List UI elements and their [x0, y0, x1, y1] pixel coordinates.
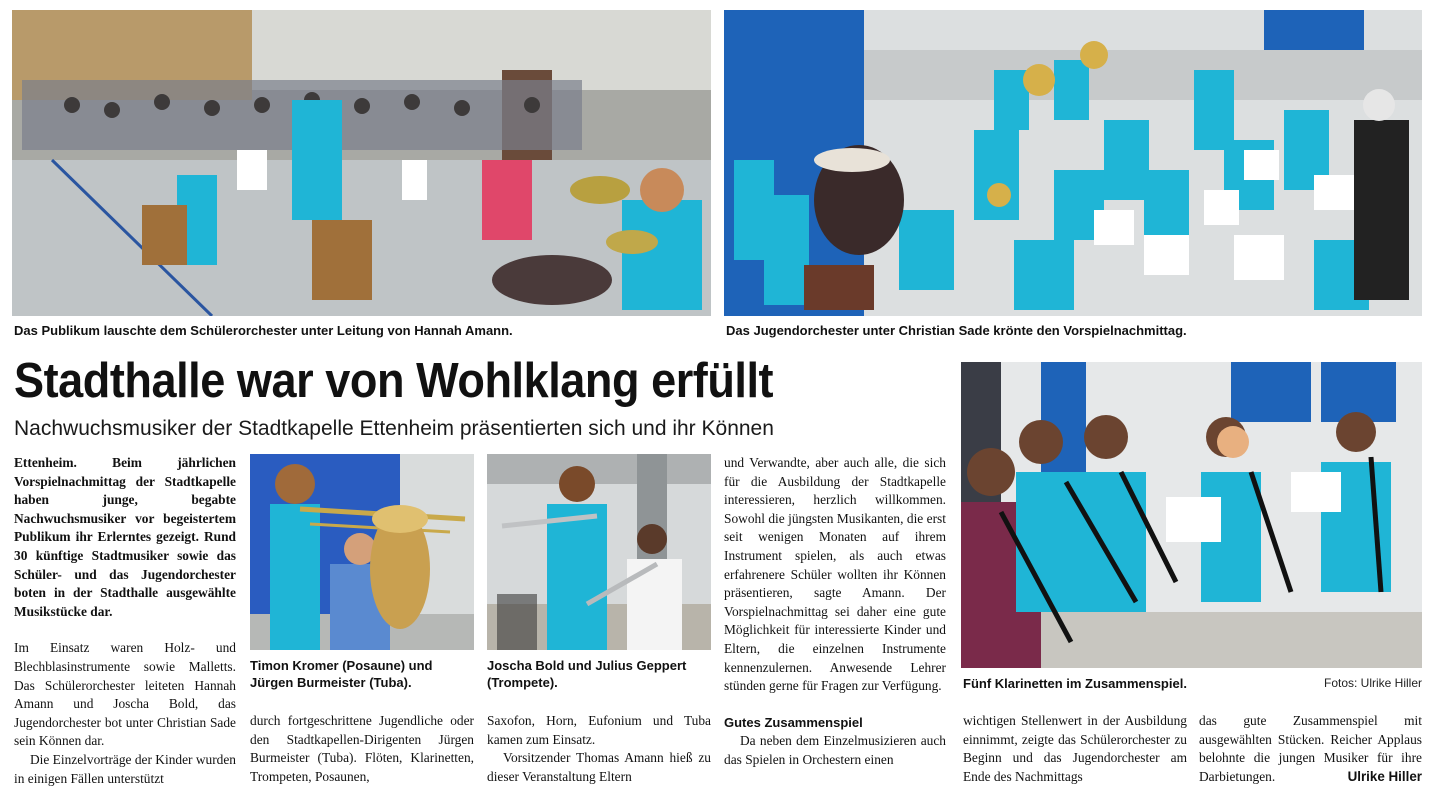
article-paragraph: und Verwandte, aber auch alle, die sich für die Ausbildung der Stadtkapelle interessieren, herzlich willkommen. Sowohl die jüngsten Musikanten, die erst seit wenigen Monaten auf ihrem Instrument spielen, als auch etwas erfahrenere Schüler wollten ihr Können präsentieren, sagte Amann. Der Vorspielnachmittag sei daher eine gute Möglichkeit für interessierte Kinder und Eltern, die einzelnen Instrumente kennenzulernen. Anwesende Lehrer stünden gerne für Fragen zur Verfügung. [724, 455, 946, 694]
article-paragraph: Vorsitzender Thomas Amann hieß zu dieser Veranstaltung Eltern [487, 750, 711, 784]
caption-trombone-tuba: Timon Kromer (Posaune) und Jürgen Burmeister (Tuba). [250, 658, 433, 690]
article-subtitle: Gutes Zusammenspiel [724, 714, 863, 730]
article-subheadline: Nachwuchsmusiker der Stadtkapelle Ettenheim präsentierten sich und ihr Können [14, 417, 774, 440]
photo-clarinets [961, 362, 1422, 668]
caption-clarinets: Fünf Klarinetten im Zusammenspiel. [963, 676, 1187, 691]
article-paragraph: wichtigen Stellenwert in der Ausbildung einnimmt, zeigte das Schülerorchester zu Beginn und das Jugendorchester am Ende des Nachmittags [963, 713, 1187, 784]
article-paragraph: Im Einsatz waren Holz- und Blechblasinstrumente sowie Malletts. Das Schülerorchester leiteten Hannah Amann und Joscha Bold, das Jugendorchester bot unter Christian Sade sein Können dar. [14, 640, 236, 749]
caption-youth-orchestra: Das Jugendorchester unter Christian Sade krönte den Vorspielnachmittag. [726, 323, 1187, 338]
article-column-6 [1199, 712, 1422, 786]
article-column-5 [963, 712, 1187, 786]
photo-trumpets [487, 454, 711, 650]
article-column-2 [250, 712, 474, 786]
article-paragraph: durch fortgeschrittene Jugendliche oder den Stadtkapellen-Dirigenten Jürgen Burmeister (Tuba). Flöten, Klarinetten, Trompeten, Posaunen, [250, 713, 474, 784]
article-column-4 [724, 454, 946, 770]
photo-youth-orchestra [724, 10, 1422, 316]
photo-credit: Fotos: Ulrike Hiller [1323, 676, 1422, 690]
article-headline: Stadthalle war von Wohlklang erfüllt [14, 354, 774, 408]
caption-school-orchestra: Das Publikum lauschte dem Schülerorchester unter Leitung von Hannah Amann. [14, 323, 513, 338]
caption-trumpets: Joscha Bold und Julius Geppert (Trompete). [487, 658, 687, 690]
article-lead: Ettenheim. Beim jährlichen Vorspielnachmittag der Stadtkapelle haben junge, begabte Nachwuchsmusiker vor begeistertem Publikum ihr Erlerntes gezeigt. Rund 30 künftige Stadtmusiker sowie das Schüler- und das Jugendorchester boten in der Stadthalle ausgewählte Musikstücke dar. [14, 455, 236, 619]
photo-school-orchestra [12, 10, 711, 316]
article-paragraph-text: das gute Zusammenspiel mit ausgewählten Stücken. Reicher Applaus belohnte die jungen Musiker für ihre Darbietungen. [1199, 713, 1422, 784]
article-paragraph: Da neben dem Einzelmusizieren auch das Spielen in Orchestern einen [724, 733, 946, 767]
article-author: Ulrike Hiller [1347, 768, 1422, 784]
photo-trombone-tuba [250, 454, 474, 650]
article-column-3 [487, 712, 711, 786]
article-paragraph: Saxofon, Horn, Eufonium und Tuba kamen zum Einsatz. [487, 713, 711, 747]
article-paragraph [1199, 712, 1422, 786]
article-paragraph: Die Einzelvorträge der Kinder wurden in einigen Fällen unterstützt [14, 751, 236, 786]
article-column-1 [14, 454, 236, 788]
